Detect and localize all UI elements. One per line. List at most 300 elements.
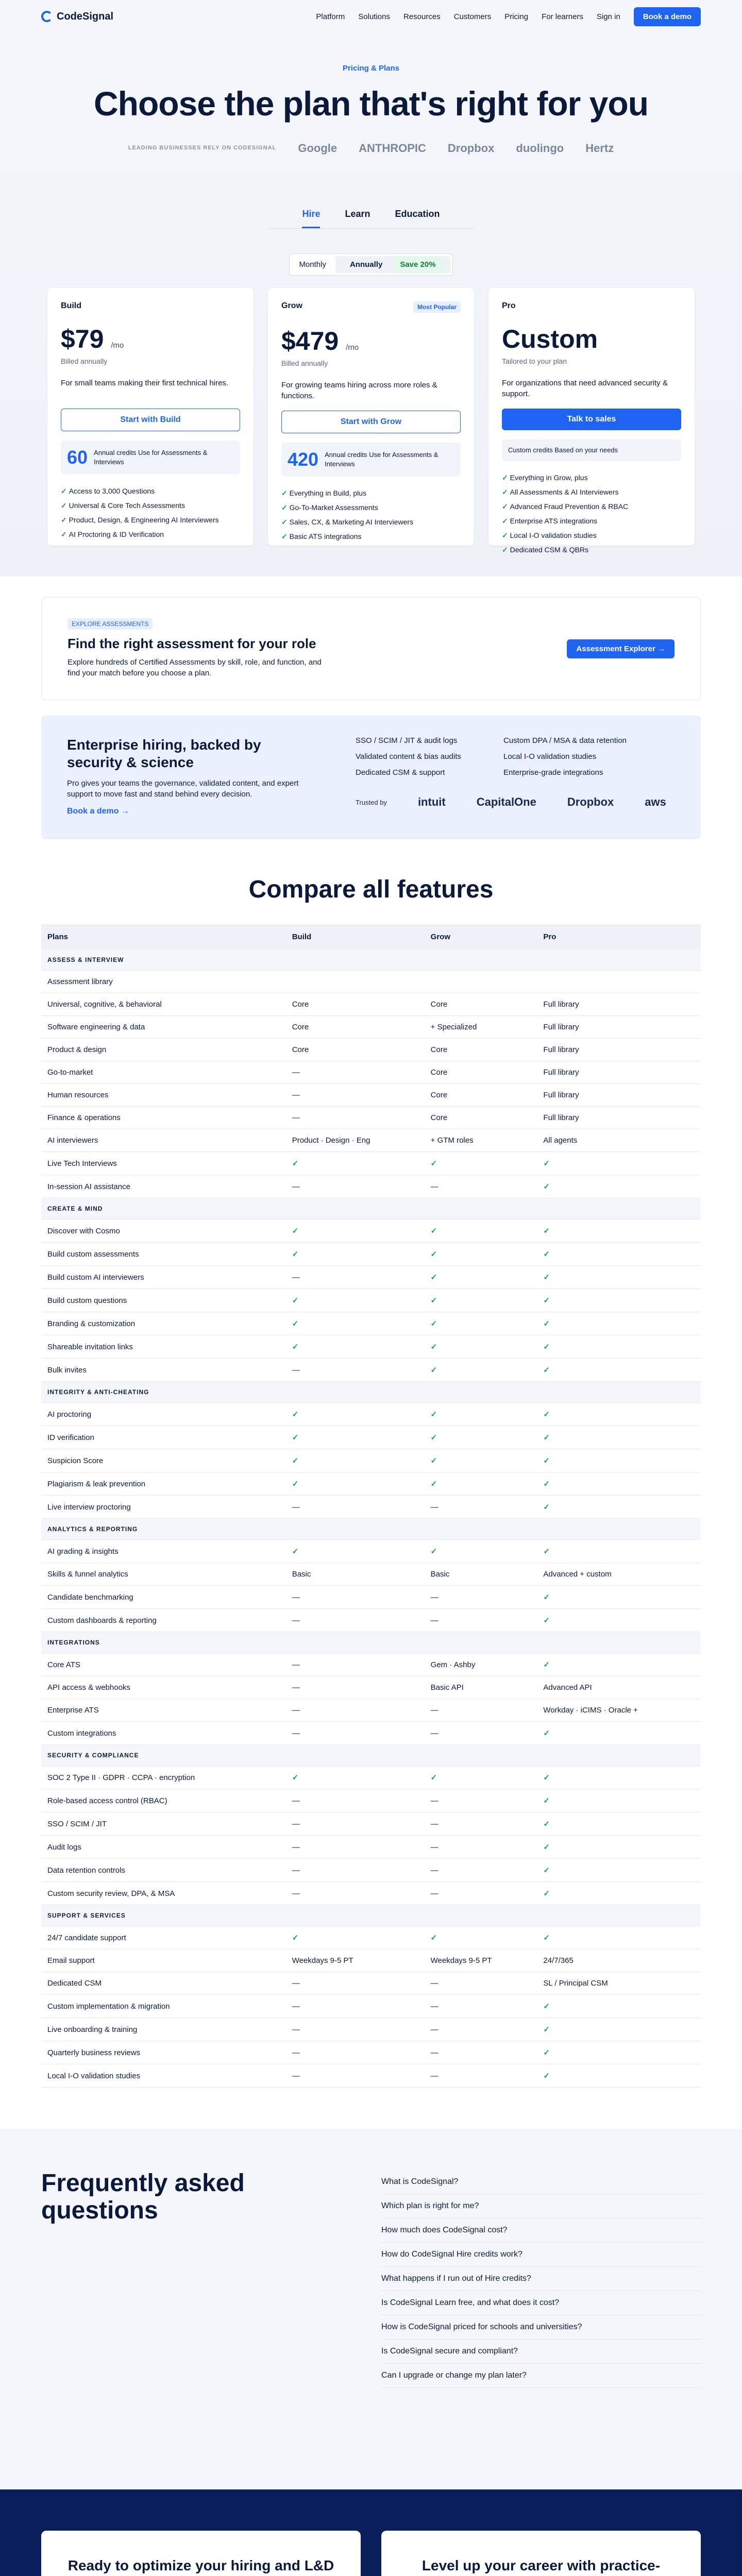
compare-value-cell: — [425,1699,537,1722]
compare-value-cell: — [425,1882,537,1905]
compare-value-cell: — [425,1175,537,1198]
nav-link-pricing[interactable]: Pricing [504,12,529,21]
enterprise-bullets [356,736,644,777]
cta-card-hiring [41,2531,361,2576]
faq-title: Frequently asked questions [41,2170,245,2224]
compare-value-cell: ✓ [425,1266,537,1289]
compare-feature-cell: Software engineering & data [41,1016,286,1039]
compare-value-cell: ✓ [537,2018,701,2041]
faq-item[interactable]: How much does CodeSignal cost? [381,2218,701,2243]
compare-feature-cell: AI proctoring [41,1403,286,1426]
compare-value-cell: + Specialized [425,1016,537,1039]
compare-value-cell: — [286,1266,425,1289]
compare-feature-cell: ANALYTICS & REPORTING [41,1519,701,1540]
compare-value-cell: — [286,1789,425,1812]
compare-feature-cell: AI interviewers [41,1129,286,1152]
compare-value-cell [537,971,701,993]
compare-feature-cell: Live interview proctoring [41,1496,286,1519]
compare-section-row [41,1519,701,1540]
trust-label: LEADING BUSINESSES RELY ON CODESIGNAL [128,145,277,151]
compare-value-cell: Core [286,993,425,1016]
compare-row [41,1722,701,1745]
compare-value-cell: ✓ [286,1152,425,1175]
compare-feature-cell: ASSESS & INTERVIEW [41,950,701,971]
billing-monthly[interactable]: Monthly [299,260,326,269]
compare-value-cell: ✓ [286,1289,425,1312]
compare-value-cell: Workday · iCIMS · Oracle + [537,1699,701,1722]
compare-row [41,1472,701,1496]
trusted-label: Trusted by [356,798,387,806]
compare-feature-cell: INTEGRITY & ANTI-CHEATING [41,1382,701,1403]
cta-section [0,2489,742,2576]
compare-row [41,1243,701,1266]
compare-value-cell: Basic [286,1563,425,1586]
logo-icon [41,11,53,22]
compare-value-cell: Full library [537,1084,701,1107]
enterprise-bullet: Enterprise-grade integrations [503,768,603,777]
compare-row [41,1335,701,1359]
compare-value-cell: ✓ [537,1859,701,1882]
compare-value-cell: — [425,1859,537,1882]
compare-value-cell: — [286,1859,425,1882]
compare-value-cell: ✓ [425,1219,537,1243]
compare-row [41,1084,701,1107]
compare-row [41,1426,701,1449]
faq-item[interactable]: How is CodeSignal priced for schools and universities? [381,2315,701,2340]
nav-link-learners[interactable]: For learners [542,12,583,21]
compare-value-cell: SL / Principal CSM [537,1972,701,1995]
compare-feature-cell: CREATE & MIND [41,1198,701,1219]
compare-row [41,1129,701,1152]
compare-value-cell: ✓ [286,1766,425,1789]
compare-value-cell: — [286,1609,425,1632]
start-grow-button[interactable]: Start with Grow [281,411,461,433]
compare-feature-cell: SSO / SCIM / JIT [41,1812,286,1836]
compare-value-cell: Advanced API [537,1676,701,1699]
compare-row [41,1972,701,1995]
logo-intuit: intuit [417,795,446,808]
compare-row [41,1496,701,1519]
save-badge: Save 20% [393,256,443,273]
logo-google: Google [298,142,338,155]
compare-feature-cell: Skills & funnel analytics [41,1563,286,1586]
compare-value-cell: ✓ [537,1449,701,1472]
compare-row [41,1563,701,1586]
compare-feature-cell: Bulk invites [41,1359,286,1382]
enterprise-brands [356,795,666,809]
compare-section-row [41,1198,701,1219]
popular-badge: Most Popular [413,301,461,313]
compare-value-cell: — [425,1972,537,1995]
faq-section [0,2129,742,2489]
compare-value-cell: Full library [537,1107,701,1129]
compare-value-cell: — [286,1586,425,1609]
logo-dropbox: Dropbox [567,795,614,808]
faq-item[interactable]: Can I upgrade or change my plan later? [381,2364,701,2388]
compare-value-cell: Full library [537,1061,701,1084]
compare-value-cell: ✓ [425,1312,537,1335]
plan-features [502,470,681,557]
plan-price: $479 /mo [281,327,359,355]
compare-value-cell: ✓ [537,1882,701,1905]
billing-toggle [289,253,452,276]
compare-row [41,1403,701,1426]
feature-item: ✓ Access to 3,000 Questions [61,484,240,498]
compare-row [41,1699,701,1722]
compare-value-cell [286,971,425,993]
compare-row [41,1175,701,1198]
compare-feature-cell: Candidate benchmarking [41,1586,286,1609]
compare-value-cell: ✓ [286,1243,425,1266]
compare-value-cell: ✓ [537,1766,701,1789]
compare-feature-cell: Suspicion Score [41,1449,286,1472]
compare-section-row [41,1905,701,1926]
plan-desc: For small teams making their first technical hires. [61,379,229,387]
compare-feature-cell: Branding & customization [41,1312,286,1335]
compare-value-cell: Core [425,1039,537,1061]
compare-value-cell: — [425,1496,537,1519]
billing-annually[interactable]: Annually Save 20% [335,256,450,273]
compare-feature-cell: Quarterly business reviews [41,2041,286,2064]
compare-value-cell: ✓ [537,1609,701,1632]
logo-dropbox: Dropbox [447,142,495,155]
plan-card-pro [488,288,695,554]
compare-value-cell: ✓ [537,1243,701,1266]
compare-row [41,1289,701,1312]
compare-value-cell: — [425,1789,537,1812]
plan-cards [0,288,742,577]
compare-feature-cell: Finance & operations [41,1107,286,1129]
compare-value-cell: — [286,1496,425,1519]
compare-row [41,1766,701,1789]
feature-item: ✓ All Assessments & AI Interviewers [502,485,681,499]
compare-feature-cell: Custom dashboards & reporting [41,1609,286,1632]
plan-features [61,484,240,541]
compare-feature-cell: AI grading & insights [41,1540,286,1563]
compare-value-cell: ✓ [537,1722,701,1745]
compare-value-cell: — [425,1722,537,1745]
compare-value-cell: ✓ [286,1472,425,1496]
compare-value-cell: ✓ [537,2041,701,2064]
compare-value-cell: ✓ [537,2064,701,2088]
compare-value-cell: — [286,2064,425,2088]
compare-row [41,1950,701,1972]
compare-value-cell [425,971,537,993]
logo-anthropic: ANTHROPIC [359,142,426,155]
logo-aws: aws [645,795,666,808]
compare-feature-cell: Data retention controls [41,1859,286,1882]
plan-credits: 420 Annual credits Use for Assessments & Interviews [281,443,461,477]
compare-value-cell: — [425,1836,537,1859]
talk-to-sales-button[interactable]: Talk to sales [502,409,681,430]
compare-value-cell: ✓ [286,1449,425,1472]
feature-item: ✓ Universal & Core Tech Assessments [61,498,240,513]
compare-value-cell: ✓ [425,1243,537,1266]
compare-row [41,1107,701,1129]
compare-value-cell: ✓ [286,1540,425,1563]
compare-row [41,1812,701,1836]
faq-item[interactable]: Which plan is right for me? [381,2194,701,2218]
plan-name: Pro [502,301,516,310]
cta-title: Ready to optimize your hiring and L&D [68,2557,334,2573]
compare-row [41,1676,701,1699]
compare-row [41,1449,701,1472]
assess-desc: Explore hundreds of Certified Assessments by skill, role, and function, and find your match before you choose a plan. [68,657,322,677]
compare-value-cell: Gem · Ashby [425,1653,537,1676]
compare-feature-cell: SUPPORT & SERVICES [41,1905,701,1926]
faq-list [381,2170,701,2448]
compare-value-cell: Full library [537,993,701,1016]
compare-value-cell: — [425,2041,537,2064]
compare-value-cell: — [286,1653,425,1676]
compare-value-cell: ✓ [425,1766,537,1789]
assess-eyebrow: EXPLORE ASSESSMENTS [68,618,153,630]
compare-feature-cell: Email support [41,1950,286,1972]
compare-feature-cell: SOC 2 Type II · GDPR · CCPA · encryption [41,1766,286,1789]
compare-value-cell: ✓ [537,1472,701,1496]
compare-value-cell: — [286,1812,425,1836]
assessment-explorer-button[interactable]: Assessment Explorer → [567,639,674,658]
nav-links [316,7,701,26]
compare-value-cell: — [425,2018,537,2041]
compare-head: Grow [425,924,537,950]
cta-card-learning [381,2531,701,2576]
compare-feature-cell: Custom security review, DPA, & MSA [41,1882,286,1905]
compare-feature-cell: Role-based access control (RBAC) [41,1789,286,1812]
compare-row [41,1152,701,1175]
compare-row [41,993,701,1016]
compare-title: Compare all features [248,876,494,903]
compare-value-cell: ✓ [537,1586,701,1609]
compare-row [41,1926,701,1950]
compare-feature-cell: Build custom questions [41,1289,286,1312]
feature-item: ✓ Advanced Fraud Prevention & RBAC [502,499,681,514]
enterprise-banner [41,716,701,839]
compare-feature-cell: Core ATS [41,1653,286,1676]
compare-feature-cell: Live onboarding & training [41,2018,286,2041]
start-build-button[interactable]: Start with Build [61,409,240,431]
compare-value-cell: Core [286,1016,425,1039]
page-title: Choose the plan that's right for you [93,84,649,123]
compare-feature-cell: Discover with Cosmo [41,1219,286,1243]
compare-value-cell: ✓ [425,1152,537,1175]
compare-feature-cell: ID verification [41,1426,286,1449]
compare-feature-cell: SECURITY & COMPLIANCE [41,1745,701,1766]
compare-value-cell: Full library [537,1016,701,1039]
plan-desc: For growing teams hiring across more roles & functions. [281,381,437,400]
compare-value-cell: ✓ [537,1219,701,1243]
brand-logo[interactable]: CodeSignal [41,11,113,23]
compare-value-cell: ✓ [537,1836,701,1859]
compare-row [41,2018,701,2041]
nav-link-signin[interactable]: Sign in [596,12,620,21]
compare-feature-cell: 24/7 candidate support [41,1926,286,1950]
feature-item: ✓ Everything in Grow, plus [502,470,681,485]
compare-value-cell: ✓ [286,1219,425,1243]
compare-feature-cell: Plagiarism & leak prevention [41,1472,286,1496]
compare-feature-cell: Build custom AI interviewers [41,1266,286,1289]
enterprise-bullet: SSO / SCIM / JIT & audit logs [356,736,458,745]
hero-section [0,33,742,577]
hero-eyebrow: Pricing & Plans [342,64,400,73]
compare-feature-cell: API access & webhooks [41,1676,286,1699]
compare-value-cell: — [286,1699,425,1722]
compare-value-cell: — [286,1722,425,1745]
compare-row [41,1359,701,1382]
compare-feature-cell: Universal, cognitive, & behavioral [41,993,286,1016]
plan-billed: Billed annually [281,359,328,367]
compare-section-row [41,1632,701,1653]
compare-value-cell: ✓ [537,1403,701,1426]
compare-value-cell: — [425,1609,537,1632]
compare-value-cell: — [286,1836,425,1859]
compare-feature-cell: Custom integrations [41,1722,286,1745]
compare-row [41,1859,701,1882]
compare-row [41,1586,701,1609]
compare-value-cell: — [425,2064,537,2088]
assess-title: Find the right assessment for your role [68,635,316,651]
compare-value-cell: + GTM roles [425,1129,537,1152]
logo-duolingo: duolingo [516,142,564,155]
nav-link-solutions[interactable]: Solutions [358,12,390,21]
compare-row [41,2064,701,2088]
book-demo-button[interactable]: Book a demo [634,7,701,26]
compare-row [41,1016,701,1039]
compare-feature-cell: Build custom assessments [41,1243,286,1266]
plan-tabs [268,201,474,229]
plan-desc: For organizations that need advanced security & support. [502,379,668,398]
tab-education[interactable]: Education [395,209,440,219]
compare-value-cell: Core [425,1061,537,1084]
compare-row [41,1266,701,1289]
compare-value-cell: ✓ [425,1449,537,1472]
compare-value-cell: — [286,2018,425,2041]
feature-item: ✓ AI Proctoring & ID Verification [61,527,240,541]
compare-value-cell: ✓ [537,1926,701,1950]
nav-link-resources[interactable]: Resources [403,12,441,21]
enterprise-bullet: Dedicated CSM & support [356,768,445,777]
feature-item: ✓ Product, Design, & Engineering AI Interviewers [61,513,240,527]
faq-item[interactable]: Is CodeSignal secure and compliant? [381,2340,701,2364]
compare-value-cell: — [286,1882,425,1905]
compare-value-cell: Core [425,1084,537,1107]
faq-item[interactable]: What is CodeSignal? [381,2170,701,2194]
nav-link-customers[interactable]: Customers [453,12,492,21]
compare-value-cell: Core [425,1107,537,1129]
compare-value-cell: ✓ [425,1926,537,1950]
faq-item[interactable]: What happens if I run out of Hire credits? [381,2267,701,2291]
compare-feature-cell: Local I-O validation studies [41,2064,286,2088]
enterprise-demo-link[interactable]: Book a demo → [67,807,129,816]
compare-value-cell: 24/7/365 [537,1950,701,1972]
compare-feature-cell: Enterprise ATS [41,1699,286,1722]
compare-value-cell: ✓ [425,1403,537,1426]
compare-value-cell: ✓ [537,1653,701,1676]
plan-credits: Custom credits Based on your needs [502,439,681,461]
compare-value-cell: ✓ [537,1289,701,1312]
compare-row [41,2041,701,2064]
compare-value-cell: ✓ [537,1540,701,1563]
compare-value-cell: — [286,1084,425,1107]
compare-value-cell: — [286,2041,425,2064]
compare-value-cell: — [286,1676,425,1699]
enterprise-bullet: Custom DPA / MSA & data retention [503,736,627,745]
compare-head: Pro [537,924,701,950]
compare-value-cell: Basic [425,1563,537,1586]
enterprise-desc: Pro gives your teams the governance, validated content, and expert support to move fast and stand behind every decision. [67,779,299,799]
compare-table [41,924,701,2088]
compare-value-cell: — [286,1995,425,2018]
compare-value-cell: ✓ [537,1266,701,1289]
compare-value-cell: — [425,1812,537,1836]
compare-value-cell: ✓ [425,1472,537,1496]
compare-value-cell: ✓ [286,1426,425,1449]
compare-value-cell: — [286,1061,425,1084]
feature-item: ✓ Dedicated CSM & QBRs [502,543,681,557]
compare-feature-cell: Audit logs [41,1836,286,1859]
assessment-explorer-banner [41,597,701,700]
feature-item: ✓ Basic ATS integrations [281,529,461,544]
nav-link-platform[interactable]: Platform [316,12,345,21]
compare-feature-cell: Live Tech Interviews [41,1152,286,1175]
compare-feature-cell: In-session AI assistance [41,1175,286,1198]
logo-capitalone: CapitalOne [476,795,536,808]
compare-value-cell: ✓ [537,1312,701,1335]
compare-value-cell: ✓ [537,1789,701,1812]
compare-value-cell: ✓ [537,1359,701,1382]
tab-learn[interactable]: Learn [345,209,370,219]
plan-card-grow [268,288,474,546]
top-nav [0,0,742,33]
tab-hire[interactable]: Hire [302,201,320,228]
compare-value-cell: ✓ [537,1812,701,1836]
feature-item: ✓ Everything in Build, plus [281,486,461,500]
compare-feature-cell: Dedicated CSM [41,1972,286,1995]
compare-value-cell: ✓ [286,1312,425,1335]
compare-value-cell: ✓ [425,1359,537,1382]
compare-value-cell: — [286,1175,425,1198]
plan-billed: Tailored to your plan [502,357,567,365]
compare-value-cell: — [286,1359,425,1382]
compare-value-cell: Advanced + custom [537,1563,701,1586]
cta-title: Level up your career with practice- [421,2557,661,2573]
feature-item: ✓ Sales, CX, & Marketing AI Interviewers [281,515,461,529]
compare-value-cell: ✓ [286,1403,425,1426]
compare-row [41,1312,701,1335]
plan-price: Custom [502,325,598,353]
compare-section-row [41,1382,701,1403]
compare-row [41,1836,701,1859]
enterprise-title: Enterprise hiring, backed by security & science [67,737,261,770]
compare-head: Plans [41,924,286,950]
faq-item[interactable]: How do CodeSignal Hire credits work? [381,2243,701,2267]
enterprise-bullet: Local I-O validation studies [503,752,597,761]
plan-billed: Billed annually [61,357,108,365]
compare-value-cell: Core [286,1039,425,1061]
compare-section-row [41,1745,701,1766]
compare-row [41,1039,701,1061]
trust-logos [0,142,742,155]
compare-value-cell: ✓ [537,1426,701,1449]
compare-row [41,1540,701,1563]
compare-value-cell: ✓ [537,1335,701,1359]
compare-row [41,1219,701,1243]
faq-item[interactable]: Is CodeSignal Learn free, and what does it cost? [381,2291,701,2315]
compare-body [41,950,701,2088]
compare-value-cell: Core [425,993,537,1016]
compare-feature-cell: Custom implementation & migration [41,1995,286,2018]
compare-feature-cell: Product & design [41,1039,286,1061]
